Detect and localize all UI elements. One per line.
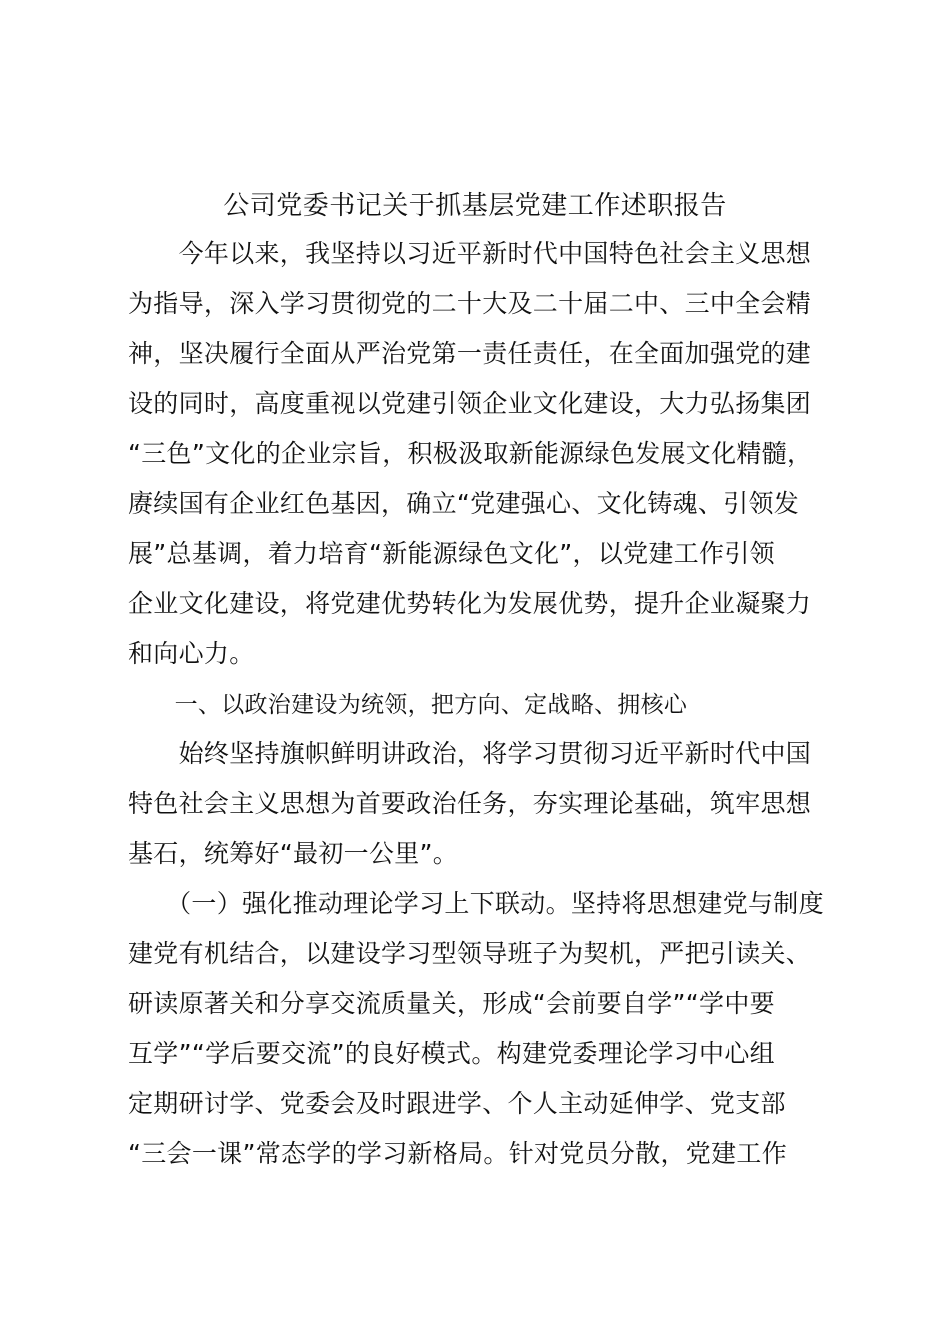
paragraph-line: （一）强化推动理论学习上下联动。坚持将思想建党与制度: [128, 889, 824, 918]
paragraph-line: 特色社会主义思想为首要政治任务，夯实理论基础，筑牢思想: [128, 789, 812, 818]
paragraph-line: 和向心力。: [128, 639, 255, 668]
paragraph-line: 为指导，深入学习贯彻党的二十大及二十届二中、三中全会精: [128, 289, 812, 318]
paragraph-line: 建党有机结合，以建设学习型领导班子为契机，严把引读关、: [128, 939, 812, 968]
paragraph-line: 始终坚持旗帜鲜明讲政治，将学习贯彻习近平新时代中国: [128, 739, 812, 768]
paragraph-line: 企业文化建设，将党建优势转化为发展优势，提升企业凝聚力: [128, 589, 812, 618]
paragraph-line: 展”总基调，着力培育“新能源绿色文化”，以党建工作引领: [128, 539, 775, 568]
paragraph-line: 今年以来，我坚持以习近平新时代中国特色社会主义思想: [128, 239, 812, 268]
paragraph-line: 研读原著关和分享交流质量关，形成“会前要自学”“学中要: [128, 989, 775, 1018]
paragraph-line: 基石，统筹好“最初一公里”。: [128, 839, 459, 868]
document-title: 公司党委书记关于抓基层党建工作述职报告: [223, 191, 727, 221]
paragraph-line: 设的同时，高度重视以党建引领企业文化建设，大力弘扬集团: [128, 389, 812, 418]
paragraph-line: “三会一课”常态学的学习新格局。针对党员分散，党建工作: [128, 1139, 788, 1168]
paragraph-line: “三色”文化的企业宗旨，积极汲取新能源绿色发展文化精髓，: [128, 439, 813, 468]
paragraph-line: 互学”“学后要交流”的良好模式。构建党委理论学习中心组: [128, 1039, 775, 1068]
paragraph-line: 神，坚决履行全面从严治党第一责任责任，在全面加强党的建: [128, 339, 812, 368]
section-heading: 一、以政治建设为统领，把方向、定战略、拥核心: [128, 692, 688, 718]
paragraph-line: 赓续国有企业红色基因，确立“党建强心、文化铸魂、引领发: [128, 489, 800, 518]
paragraph-line: 定期研讨学、党委会及时跟进学、个人主动延伸学、党支部: [128, 1089, 786, 1118]
